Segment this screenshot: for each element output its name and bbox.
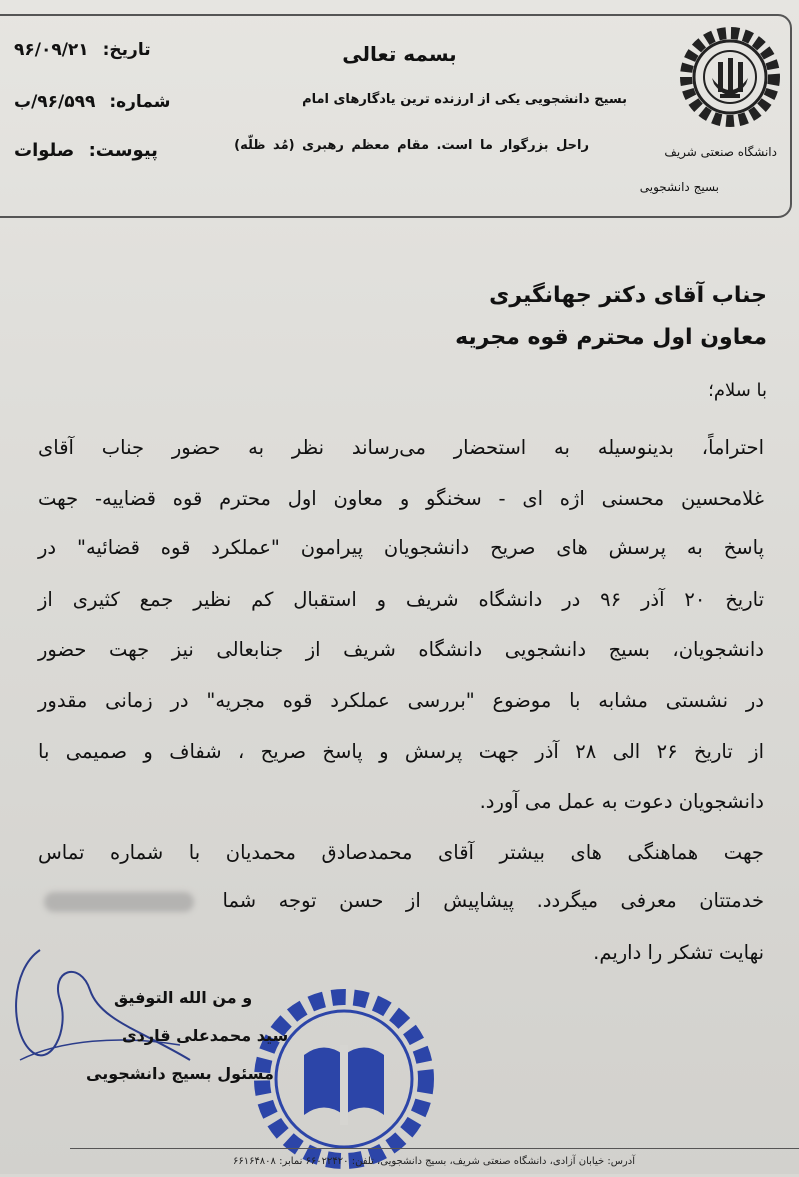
sharif-university-logo (676, 22, 784, 132)
redacted-phone (44, 892, 194, 912)
basij-name: بسیج دانشجویی (639, 180, 719, 194)
attachment-label: پیوست: (88, 140, 158, 161)
signatory-name: سید محمدعلی قاردی (122, 1026, 289, 1045)
number-label: شماره: (109, 92, 171, 112)
attachment-row (14, 140, 158, 161)
greeting: با سلام؛ (708, 380, 767, 401)
number-row (14, 92, 170, 112)
body-line: پاسخ به پرسش های صریح دانشجویان پیرامون "عملکرد قوه قضائیه" در (38, 536, 764, 559)
coordination-line-2 (38, 886, 764, 916)
coordination-line: جهت هماهنگی های بیشتر آقای محمدصادق محمدیان با شماره تماس (38, 841, 764, 864)
addressee-title: معاون اول محترم قوه مجریه (455, 325, 767, 350)
closing-line: نهایت تشکر را داریم. (593, 941, 764, 964)
body-line: دانشجویان، بسیج دانشجویی دانشگاه شریف از جنابعالی نیز جهت حضور (38, 638, 764, 661)
body-line: در نشستی مشابه با موضوع "بررسی عملکرد قوه مجریه" در زمانی مقدور (38, 689, 764, 712)
date-row (14, 40, 151, 60)
signatory-title: مسئول بسیج دانشجویی (86, 1064, 274, 1083)
basij-stamp (244, 985, 444, 1173)
attachment-value: صلوات (14, 140, 75, 161)
university-name: دانشگاه صنعتی شریف (664, 145, 777, 159)
body-line: غلامحسین محسنی اژه ای - سخنگو و معاون اول محترم قوه قضاییه- جهت (38, 487, 764, 510)
date-value: ۹۶/۰۹/۲۱ (14, 40, 89, 60)
body-line: احتراماً، بدینوسیله به استحضار می‌رساند نظر به حضور جناب آقای (38, 436, 764, 459)
leader-quote-line2: راحل بزرگوار ما است. مقام معظم رهبری (مُد ظلّه) (234, 138, 589, 153)
leader-quote-line1: بسیج دانشجویی یکی از ارزنده ترین یادگارهای امام (302, 92, 627, 107)
date-label: تاریخ: (102, 40, 151, 60)
addressee-name: جناب آقای دکتر جهانگیری (489, 283, 767, 308)
body-line: از تاریخ ۲۶ الی ۲۸ آذر جهت پرسش و پاسخ صریح ، شفاف و صمیمی با (38, 740, 764, 763)
body-line: تاریخ ۲۰ آذر ۹۶ در دانشگاه شریف و استقبال کم نظیر جمع کثیری از (38, 588, 764, 611)
footer-address: آدرس: خیابان آزادی، دانشگاه صنعتی شریف، بسیج دانشجویی، تلفن: ۶۶۰۲۲۴۲۰ نمابر: ۶۶۱۶۴۸۰۸ (232, 1156, 635, 1167)
coordination-line-2-text: خدمتتان معرفی میگردد. پیشاپیش از حسن توجه شما (222, 889, 764, 912)
number-value: ۹۶/۵۹۹/ب (14, 92, 96, 112)
basmala-heading: بسمه تعالی (342, 42, 457, 66)
gear-logo-icon (676, 22, 784, 132)
stamp-gear-icon (244, 985, 444, 1173)
footer-divider (70, 1148, 799, 1149)
signature-closing: و من الله التوفیق (114, 988, 253, 1007)
body-line: دانشجویان دعوت به عمل می آورد. (479, 790, 764, 813)
handwritten-signature (0, 940, 200, 1080)
